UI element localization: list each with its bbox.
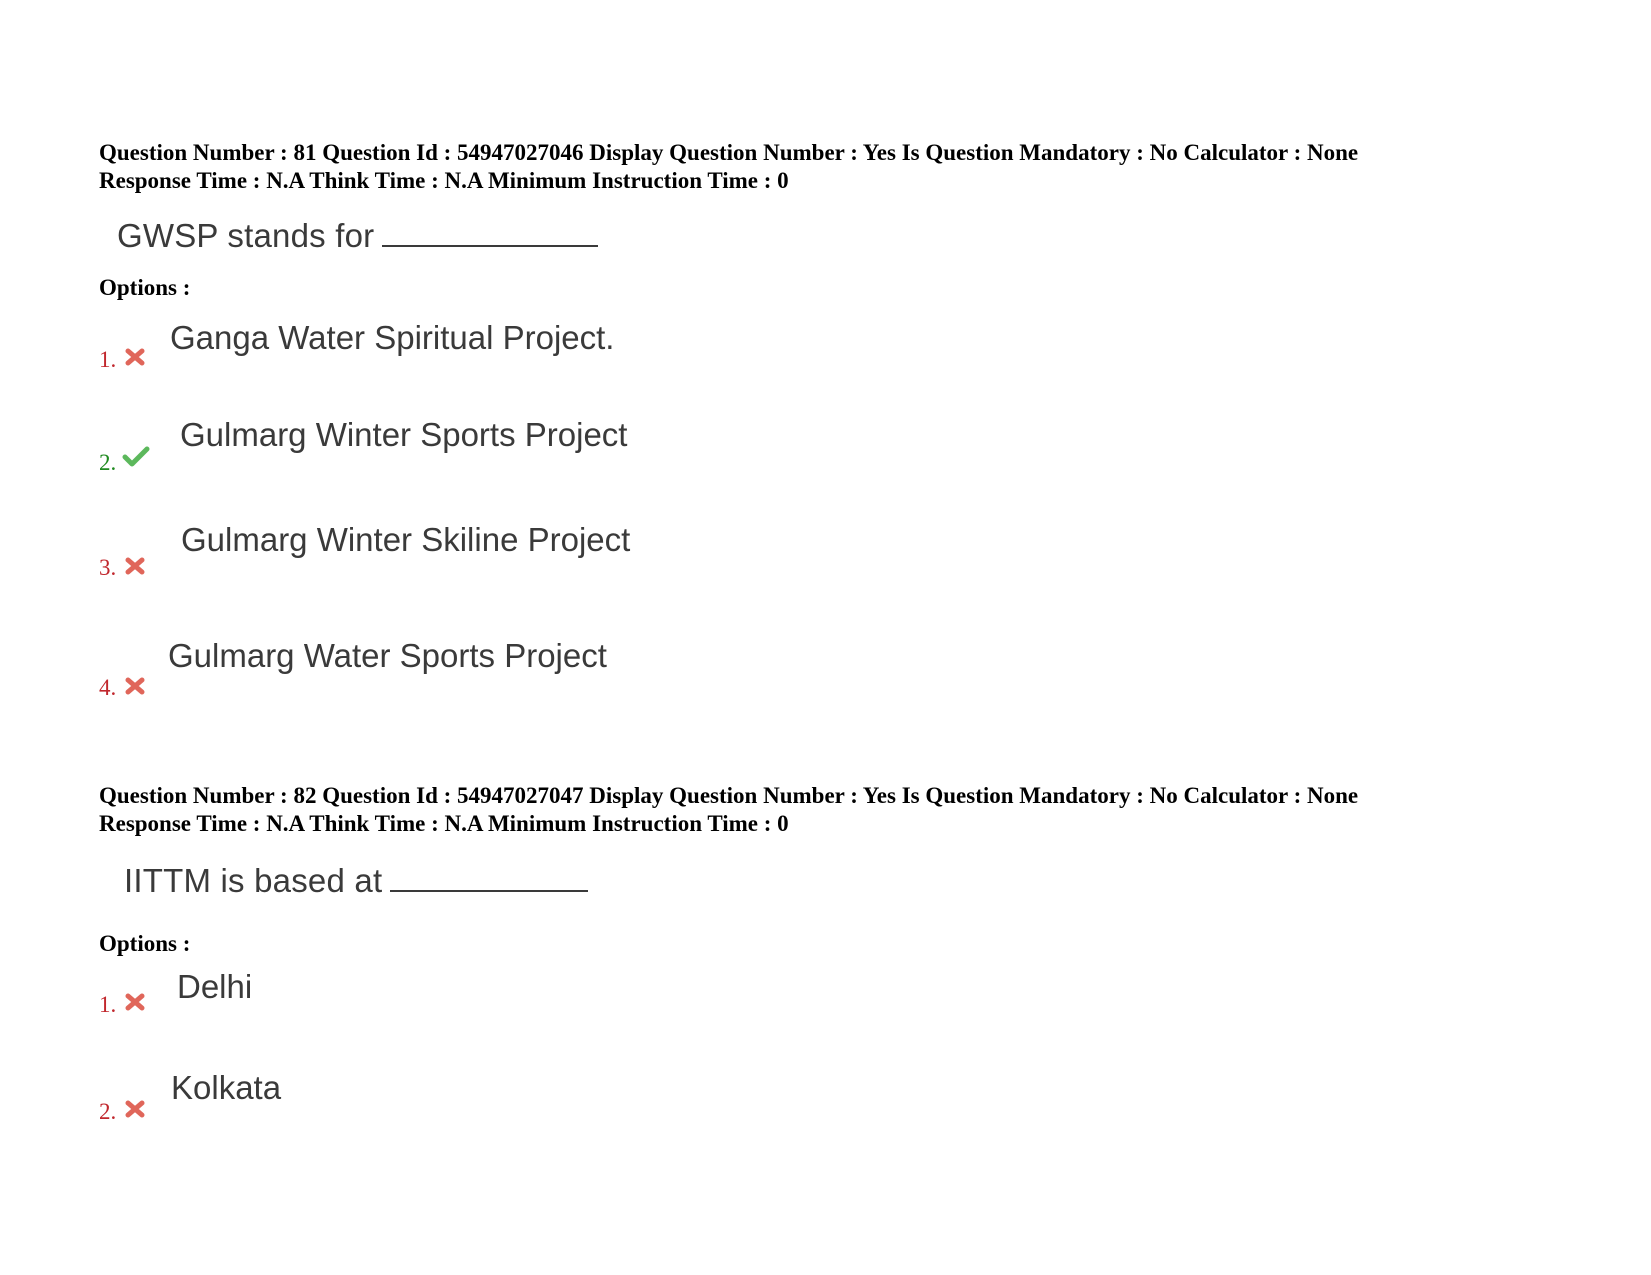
- answer-blank: [382, 215, 598, 247]
- question-text: [124, 860, 588, 900]
- option-text: Gulmarg Winter Sports Project: [180, 416, 628, 453]
- question-text: [117, 215, 598, 255]
- option-text: Gulmarg Water Sports Project: [168, 637, 607, 674]
- option-number: 2.: [99, 1099, 117, 1124]
- answer-blank: [390, 860, 588, 892]
- option-text: Ganga Water Spiritual Project.: [170, 319, 615, 356]
- option-number: 2.: [99, 450, 117, 475]
- question-text-content: IITTM is based at: [124, 862, 383, 899]
- option-number: 1.: [99, 347, 117, 372]
- question-meta-line-2: Response Time : N.A Think Time : N.A Minimum Instruction Time : 0: [99, 168, 789, 193]
- cross-icon: [124, 555, 148, 577]
- cross-icon: [124, 1098, 148, 1120]
- cross-icon: [124, 675, 148, 697]
- cross-icon: [124, 991, 148, 1013]
- option-text: Kolkata: [171, 1069, 282, 1106]
- options-label: Options :: [99, 275, 191, 300]
- option-text: Delhi: [177, 968, 253, 1005]
- question-text-content: GWSP stands for: [117, 217, 375, 254]
- cross-icon: [124, 346, 148, 368]
- options-label: Options :: [99, 931, 191, 956]
- question-meta-line-1: Question Number : 81 Question Id : 54947027046 Display Question Number : Yes Is Question Mandatory : No Calculator : None: [99, 140, 1359, 165]
- question-meta-line-2: Response Time : N.A Think Time : N.A Minimum Instruction Time : 0: [99, 811, 789, 836]
- option-number: 4.: [99, 675, 117, 700]
- question-meta-line-1: Question Number : 82 Question Id : 54947027047 Display Question Number : Yes Is Question Mandatory : No Calculator : None: [99, 783, 1359, 808]
- option-text: Gulmarg Winter Skiline Project: [181, 521, 631, 558]
- option-number: 3.: [99, 555, 117, 580]
- check-icon: [122, 445, 150, 467]
- option-number: 1.: [99, 992, 117, 1017]
